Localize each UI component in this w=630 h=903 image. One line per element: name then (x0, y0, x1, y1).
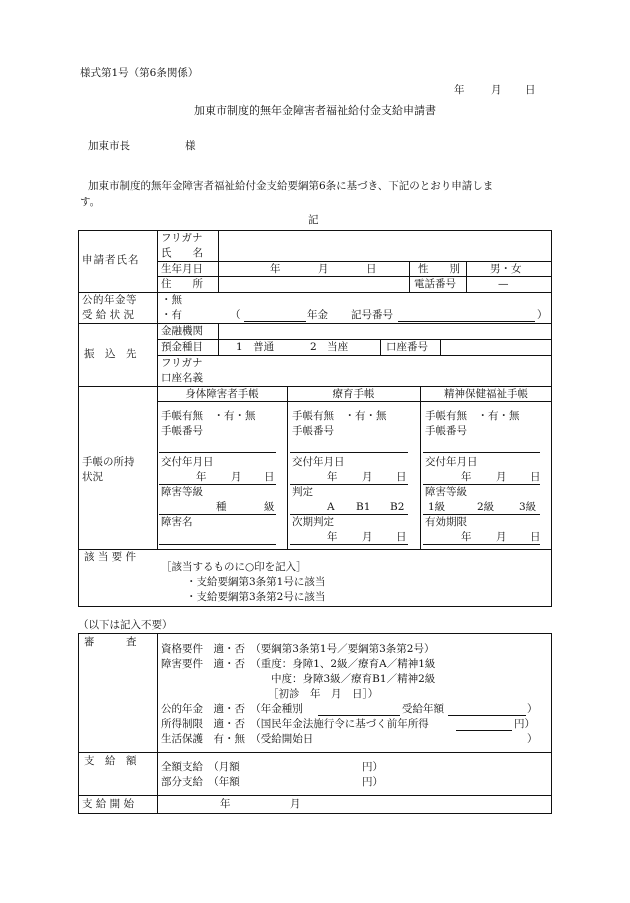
payment-full-yen: 円） (362, 761, 383, 773)
review-line-7a: 生活保護 有・無 （受給開始日 (161, 733, 314, 745)
col1-kind: 種 (216, 501, 227, 513)
review-label: 審 査 (84, 636, 137, 648)
birth-day: 日 (366, 263, 377, 275)
col3-number: 手帳番号 (425, 425, 467, 437)
col1-month: 月 (231, 471, 242, 483)
sex-label: 性 別 (418, 263, 460, 275)
review-line-7b: ） (527, 733, 538, 745)
review-line-6a: 所得制限 適・否 （国民年金法施行令に基づく前年所得 (161, 718, 429, 730)
handbook-col2-header: 療育手帳 (332, 388, 375, 400)
pension-label-1: 公的年金等 (82, 294, 137, 306)
handbook-col1-header: 身体障害者手帳 (185, 388, 259, 400)
col1-has: 手帳有無 ・有・無 (161, 410, 256, 422)
bank-label: 金融機関 (161, 325, 203, 337)
review-line-5a: 公的年金 適・否 （年金種別 (161, 703, 303, 715)
office-use-note: （以下は記入不要） (78, 619, 173, 631)
handbook-label-2: 状況 (82, 471, 103, 483)
deposit-opt-1: 1 普通 (236, 341, 275, 353)
col1-number: 手帳番号 (161, 425, 203, 437)
col1-kyu: 級 (264, 501, 275, 513)
holder-furigana-label: フリガナ (161, 357, 203, 369)
addressee-honorific: 様 (185, 140, 196, 152)
col2-year: 年 (327, 471, 338, 483)
payment-full: 全額支給 （月額 (161, 761, 240, 773)
ki-label: 記 (308, 214, 319, 226)
col3-day2: 日 (530, 531, 541, 543)
col2-year2: 年 (327, 531, 338, 543)
requirements-item-1: ・支給要綱第3条第1号に該当 (186, 576, 326, 588)
date-day: 日 (525, 84, 536, 96)
pension-label-2: 受 給 状 況 (82, 309, 135, 321)
review-line-5b: 受給年額 (402, 703, 444, 715)
review-line-3: 中度：身障3級／療育B1／精神2級 (271, 673, 436, 685)
applicant-birth-label: 生年月日 (161, 263, 203, 275)
transfer-label: 振 込 先 (84, 348, 137, 360)
date-month: 月 (491, 84, 502, 96)
pension-symbol-no: 記号番号 (351, 309, 393, 321)
applicant-name-label: 氏 名 (161, 247, 203, 259)
applicant-address-label: 住 所 (161, 278, 203, 290)
col3-g2: 2級 (477, 501, 495, 513)
col1-year: 年 (196, 471, 207, 483)
page-title: 加東市制度的無年金障害者福祉給付金支給申請書 (194, 104, 436, 117)
col1-grade: 障害等級 (161, 486, 203, 498)
phone-value: — (498, 278, 509, 290)
col3-issued: 交付年月日 (425, 456, 478, 468)
col3-validity: 有効期限 (425, 516, 467, 528)
col2-has: 手帳有無 ・有・無 (292, 410, 387, 422)
phone-label: 電話番号 (414, 278, 456, 290)
form-id: 様式第1号（第6条関係） (80, 67, 199, 79)
col3-year: 年 (461, 471, 472, 483)
pension-has: ・有 (161, 309, 182, 321)
col3-year2: 年 (461, 531, 472, 543)
col1-issued: 交付年月日 (161, 456, 214, 468)
col2-judgment: 判定 (292, 486, 313, 498)
col2-month: 月 (362, 471, 373, 483)
col3-month2: 月 (496, 531, 507, 543)
col3-g1: 1級 (428, 501, 446, 513)
col2-day2: 日 (396, 531, 407, 543)
col3-has: 手帳有無 ・有・無 (425, 410, 520, 422)
col3-day: 日 (530, 471, 541, 483)
payment-label: 支 給 額 (84, 755, 137, 767)
applicant-label: 申請者氏名 (82, 254, 140, 266)
col3-grade: 障害等級 (425, 486, 467, 498)
intro-line-1: 加東市制度的無年金障害者福祉給付金支給要綱第6条に基づき、下記のとおり申請しま (88, 180, 494, 192)
pension-none: ・無 (161, 294, 182, 306)
requirements-instruction: ［該当するものに○印を記入］ (161, 561, 307, 573)
handbook-col3-header: 精神保健福祉手帳 (444, 388, 528, 400)
start-label: 支 給 開 始 (82, 798, 135, 810)
birth-month: 月 (318, 263, 329, 275)
account-no-label: 口座番号 (386, 341, 428, 353)
review-line-6b: 円） (514, 718, 535, 730)
col3-month: 月 (496, 471, 507, 483)
start-month: 月 (290, 798, 301, 810)
col1-day: 日 (264, 471, 275, 483)
start-year: 年 (220, 798, 231, 810)
deposit-type-label: 預金種目 (161, 341, 203, 353)
deposit-opt-2: 2 当座 (310, 341, 349, 353)
col2-b1: B1 (356, 501, 371, 513)
review-line-5c: ） (527, 703, 538, 715)
col2-b2: B2 (390, 501, 405, 513)
col3-g3: 3級 (519, 501, 537, 513)
review-line-2: 障害要件 適・否 （重度：身障1、2級／療育A／精神1級 (161, 658, 436, 670)
col2-day: 日 (396, 471, 407, 483)
requirements-label: 該 当 要 件 (84, 551, 137, 563)
col2-number: 手帳番号 (292, 425, 334, 437)
pension-paren-close: ） (537, 309, 548, 321)
col2-issued: 交付年月日 (292, 456, 345, 468)
pension-word: 年金 (307, 309, 328, 321)
addressee-name: 加東市長 (88, 140, 130, 152)
intro-line-2: す。 (80, 196, 101, 208)
applicant-furigana-label: フリガナ (161, 232, 203, 244)
holder-label: 口座名義 (161, 372, 203, 384)
sex-value: 男・女 (490, 263, 522, 275)
review-line-4: ［初診 年 月 日］） (268, 688, 379, 700)
handbook-label-1: 手帳の所持 (82, 456, 135, 468)
payment-partial: 部分支給 （年額 (161, 776, 240, 788)
birth-year: 年 (270, 263, 281, 275)
requirements-item-2: ・支給要綱第3条第2号に該当 (186, 591, 326, 603)
col2-a: A (327, 501, 335, 513)
pension-paren-open: （ (230, 309, 241, 321)
payment-partial-yen: 円） (362, 776, 383, 788)
date-year: 年 (454, 84, 465, 96)
col1-disability-name: 障害名 (161, 516, 193, 528)
review-line-1: 資格要件 適・否 （要綱第3条第1号／要綱第3条第2号） (161, 643, 435, 655)
col2-next-judgment: 次期判定 (292, 516, 334, 528)
col2-month2: 月 (362, 531, 373, 543)
